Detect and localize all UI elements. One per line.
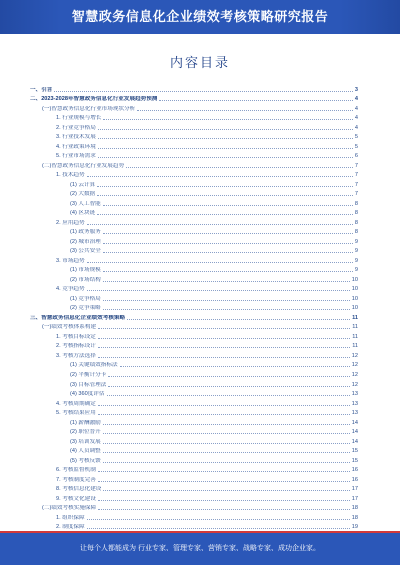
toc-leader-dots: [103, 309, 350, 310]
toc-entry-label: (2) 职位晋升: [70, 429, 101, 436]
toc-entry-page: 10: [351, 305, 358, 312]
toc-leader-dots: [103, 252, 353, 253]
toc-leader-dots: [159, 100, 352, 101]
toc-entry-page: 9: [354, 248, 358, 255]
toc-entry-page: 11: [352, 324, 358, 331]
toc-entry-page: 9: [354, 267, 358, 274]
toc-entry-page: 14: [351, 438, 358, 445]
toc-entry-page: 11: [352, 314, 358, 321]
toc-leader-dots: [87, 224, 353, 225]
toc-entry-label: (4) 360度评估: [70, 391, 105, 398]
footer-banner: [0, 533, 400, 565]
toc-leader-dots: [137, 110, 353, 111]
toc-leader-dots: [103, 243, 353, 244]
toc-entry-label: 三、智慧政务信息化企业绩效考核策略: [30, 314, 126, 321]
toc-entry[interactable]: [30, 179, 358, 189]
toc-entry[interactable]: [30, 493, 358, 503]
toc-entry-page: 11: [352, 333, 358, 340]
toc-entry-page: 4: [354, 96, 358, 103]
toc-entry[interactable]: [30, 360, 358, 370]
toc-leader-dots: [103, 233, 353, 234]
toc-entry-page: 4: [354, 115, 358, 122]
toc-entry-label: (2) 市场结构: [70, 276, 101, 283]
toc-entry[interactable]: [30, 227, 358, 237]
toc-entry-page: 15: [351, 448, 358, 455]
toc-entry-page: 10: [351, 286, 358, 293]
toc-entry[interactable]: [30, 132, 358, 142]
toc-entry-page: 9: [354, 257, 358, 264]
toc-entry-label: 5. 行业市场需求: [56, 153, 96, 160]
toc-entry[interactable]: [30, 189, 358, 199]
toc-entry[interactable]: [30, 427, 358, 437]
toc-entry-page: 4: [354, 124, 358, 131]
toc-leader-dots: [120, 366, 350, 367]
toc-entry-label: (二)绩效考核实施保障: [42, 505, 97, 512]
toc-entry-label: (1) 薪酬激励: [70, 419, 101, 426]
toc-leader-dots: [127, 319, 350, 320]
toc-entry-page: 8: [354, 200, 358, 207]
toc-leader-dots: [97, 195, 353, 196]
toc-entry-page: 7: [354, 191, 358, 198]
toc-entry-page: 8: [354, 229, 358, 236]
toc-entry[interactable]: [30, 122, 358, 132]
toc-entry[interactable]: [30, 141, 358, 151]
toc-entry-page: 13: [351, 400, 358, 407]
report-header: [0, 0, 400, 34]
toc-entry-label: 3. 市场趋势: [56, 257, 85, 264]
toc-leader-dots: [87, 176, 353, 177]
toc-entry-label: (一)绩效考核体系构建: [42, 324, 97, 331]
toc-entry-label: (2) 竞争策略: [70, 305, 101, 312]
toc-leader-dots: [103, 119, 352, 120]
toc-entry-label: 1. 行业规模与增长: [56, 115, 102, 122]
toc-entry-page: 17: [351, 495, 358, 502]
toc-entry-label: (2) 大数据: [70, 191, 96, 198]
toc-entry-page: 4: [354, 105, 358, 112]
toc-leader-dots: [103, 462, 350, 463]
toc-entry[interactable]: [30, 103, 358, 113]
toc-leader-dots: [103, 452, 350, 453]
toc-entry[interactable]: [30, 170, 358, 180]
toc-entry-page: 14: [351, 419, 358, 426]
toc-entry-page: 7: [354, 172, 358, 179]
toc-entry[interactable]: [30, 303, 358, 313]
toc-entry-page: 12: [351, 362, 358, 369]
toc-entry-label: (1) 关键绩效指标法: [70, 362, 118, 369]
toc-entry-page: 8: [354, 210, 358, 217]
toc-entry[interactable]: [30, 255, 358, 265]
toc-entry-label: (3) 人工智能: [70, 200, 101, 207]
toc-entry[interactable]: [30, 312, 358, 322]
toc-entry-label: 6. 考核监督机制: [56, 467, 96, 474]
toc-entry[interactable]: [30, 417, 358, 427]
toc-entry[interactable]: [30, 379, 358, 389]
toc-entry[interactable]: [30, 389, 358, 399]
toc-leader-dots: [87, 519, 350, 520]
toc-entry-page: 5: [354, 134, 358, 141]
toc-entry-label: 1. 组织保障: [56, 514, 85, 521]
toc-entry[interactable]: [30, 465, 358, 475]
toc-entry-label: (1) 竞争格局: [70, 295, 101, 302]
toc-leader-dots: [103, 433, 350, 434]
toc-entry[interactable]: [30, 160, 358, 170]
toc-leader-dots: [103, 443, 350, 444]
toc-entry-page: 9: [354, 238, 358, 245]
toc-entry[interactable]: [30, 322, 358, 332]
toc-leader-dots: [103, 281, 350, 282]
toc-leader-dots: [103, 490, 349, 491]
toc-leader-dots: [98, 509, 350, 510]
toc-entry-label: 7. 考核制度完善: [56, 476, 96, 483]
toc-leader-dots: [87, 528, 350, 529]
toc-leader-dots: [98, 148, 353, 149]
footer-slogan: 让每个人都能成为 行业专家、管理专家、营销专家、战略专家、成功企业家。: [80, 545, 320, 552]
toc-entry-page: 5: [354, 143, 358, 150]
toc-entry-label: 4. 竞争趋势: [56, 286, 85, 293]
toc-entry-label: 5. 考核结果应用: [56, 410, 96, 417]
toc-entry-label: 1. 考核目标设定: [56, 333, 96, 340]
toc-leader-dots: [98, 481, 350, 482]
toc-entry-label: (3) 培训发展: [70, 438, 101, 445]
toc-entry[interactable]: [30, 455, 358, 465]
toc-entry-page: 10: [351, 276, 358, 283]
toc-entry[interactable]: [30, 208, 358, 218]
header-accent-left: [0, 0, 60, 34]
toc-leader-dots: [103, 424, 350, 425]
toc-entry-page: 17: [351, 486, 358, 493]
toc-leader-dots: [98, 347, 350, 348]
toc-leader-dots: [97, 186, 353, 187]
toc-entry-label: 1. 技术趋势: [56, 172, 85, 179]
toc-leader-dots: [98, 328, 350, 329]
toc-leader-dots: [98, 138, 353, 139]
toc-entry[interactable]: [30, 284, 358, 294]
toc-entry-label: (1) 云计算: [70, 181, 96, 188]
toc-leader-dots: [98, 157, 353, 158]
toc-entry-page: 12: [351, 352, 358, 359]
toc-entry-page: 15: [351, 457, 358, 464]
toc-entry-label: (一)智慧政务信息化行业市场现状分析: [42, 105, 136, 112]
toc-entry[interactable]: [30, 350, 358, 360]
toc-entry-label: 2. 应用趋势: [56, 219, 85, 226]
toc-leader-dots: [103, 205, 353, 206]
toc-title: 内容目录: [169, 55, 230, 70]
toc-entry[interactable]: [30, 436, 358, 446]
toc-entry-label: 4. 行业政策环境: [56, 143, 96, 150]
toc-leader-dots: [98, 129, 353, 130]
toc-entry[interactable]: [30, 484, 358, 494]
toc-entry-label: (2) 平衡计分卡: [70, 371, 107, 378]
toc-leader-dots: [98, 500, 350, 501]
toc-entry-page: 10: [351, 295, 358, 302]
toc-entry-page: 6: [354, 153, 358, 160]
toc-entry-label: (5) 考核反馈: [70, 457, 101, 464]
toc-leader-dots: [98, 471, 350, 472]
toc-entry[interactable]: [30, 369, 358, 379]
toc-leader-dots: [126, 167, 353, 168]
toc-entry[interactable]: [30, 94, 358, 104]
toc-entry[interactable]: [30, 341, 358, 351]
toc-entry-page: 14: [351, 429, 358, 436]
toc-leader-dots: [103, 300, 350, 301]
toc-entry[interactable]: [30, 446, 358, 456]
toc-leader-dots: [108, 376, 349, 377]
toc-entry-page: 7: [354, 162, 358, 169]
toc-entry-page: 8: [354, 219, 358, 226]
toc-entry[interactable]: [30, 512, 358, 522]
toc-entry-label: 8. 考核信息化建设: [56, 486, 102, 493]
toc-entry-label: 2. 制度保障: [56, 524, 85, 531]
toc-entry[interactable]: [30, 198, 358, 208]
toc-leader-dots: [54, 91, 352, 92]
toc-leader-dots: [87, 290, 350, 291]
toc-entry[interactable]: [30, 408, 358, 418]
toc-leader-dots: [103, 271, 353, 272]
toc-entry[interactable]: [30, 236, 358, 246]
toc-entry-label: (3) 公共安全: [70, 248, 101, 255]
toc-leader-dots: [98, 357, 350, 358]
toc-list: [30, 84, 358, 541]
toc-entry-page: 13: [351, 391, 358, 398]
toc-leader-dots: [98, 338, 350, 339]
toc-leader-dots: [97, 214, 353, 215]
toc-entry[interactable]: [30, 113, 358, 123]
toc-entry-page: 12: [351, 371, 358, 378]
toc-entry[interactable]: [30, 265, 358, 275]
toc-entry-label: (二)智慧政务信息化行业发展趋势: [42, 162, 125, 169]
toc-entry-label: (3) 目标管理法: [70, 381, 107, 388]
toc-entry[interactable]: [30, 503, 358, 513]
toc-entry-page: 18: [351, 514, 358, 521]
toc-entry-label: 3. 行业技术发展: [56, 134, 96, 141]
toc-entry-page: 19: [351, 524, 358, 531]
toc-entry-page: 11: [352, 343, 358, 350]
toc-entry-page: 18: [351, 505, 358, 512]
toc-entry-label: 二、2023-2028年智慧政务信息化行业发展趋势预测: [30, 96, 158, 103]
toc-entry-page: 7: [354, 181, 358, 188]
toc-leader-dots: [87, 262, 353, 263]
toc-entry[interactable]: [30, 474, 358, 484]
toc-entry-label: (4) 区块链: [70, 210, 96, 217]
toc-entry-page: 13: [351, 410, 358, 417]
toc-entry-label: 3. 考核方法选择: [56, 352, 96, 359]
toc-entry-label: 9. 考核文化建设: [56, 495, 96, 502]
toc-entry-label: 2. 行业竞争格局: [56, 124, 96, 131]
report-title: 智慧政务信息化企业绩效考核策略研究报告: [71, 9, 329, 24]
toc-entry[interactable]: [30, 398, 358, 408]
toc-entry[interactable]: [30, 151, 358, 161]
toc-entry-label: (1) 市场规模: [70, 267, 101, 274]
toc-entry-label: 一、引言: [30, 86, 53, 93]
toc-entry-page: 3: [354, 86, 358, 93]
toc-entry-label: (1) 政务服务: [70, 229, 101, 236]
toc-entry[interactable]: [30, 331, 358, 341]
toc-entry-page: 16: [351, 476, 358, 483]
toc-entry[interactable]: [30, 217, 358, 227]
toc-leader-dots: [108, 386, 349, 387]
toc-leader-dots: [107, 395, 350, 396]
toc-entry-label: (2) 城市治理: [70, 238, 101, 245]
toc-leader-dots: [98, 414, 350, 415]
header-accent-right: [340, 0, 400, 34]
toc-entry-label: 2. 考核指标设计: [56, 343, 96, 350]
toc-entry-label: (4) 人员调整: [70, 448, 101, 455]
toc-leader-dots: [98, 405, 350, 406]
toc-entry-page: 16: [351, 467, 358, 474]
toc-entry[interactable]: [30, 84, 358, 94]
toc-entry-label: 4. 考核周期确定: [56, 400, 96, 407]
toc-entry-page: 12: [351, 381, 358, 388]
toc-entry[interactable]: [30, 274, 358, 284]
toc-entry[interactable]: [30, 293, 358, 303]
toc-entry[interactable]: [30, 522, 358, 532]
toc-entry[interactable]: [30, 246, 358, 256]
